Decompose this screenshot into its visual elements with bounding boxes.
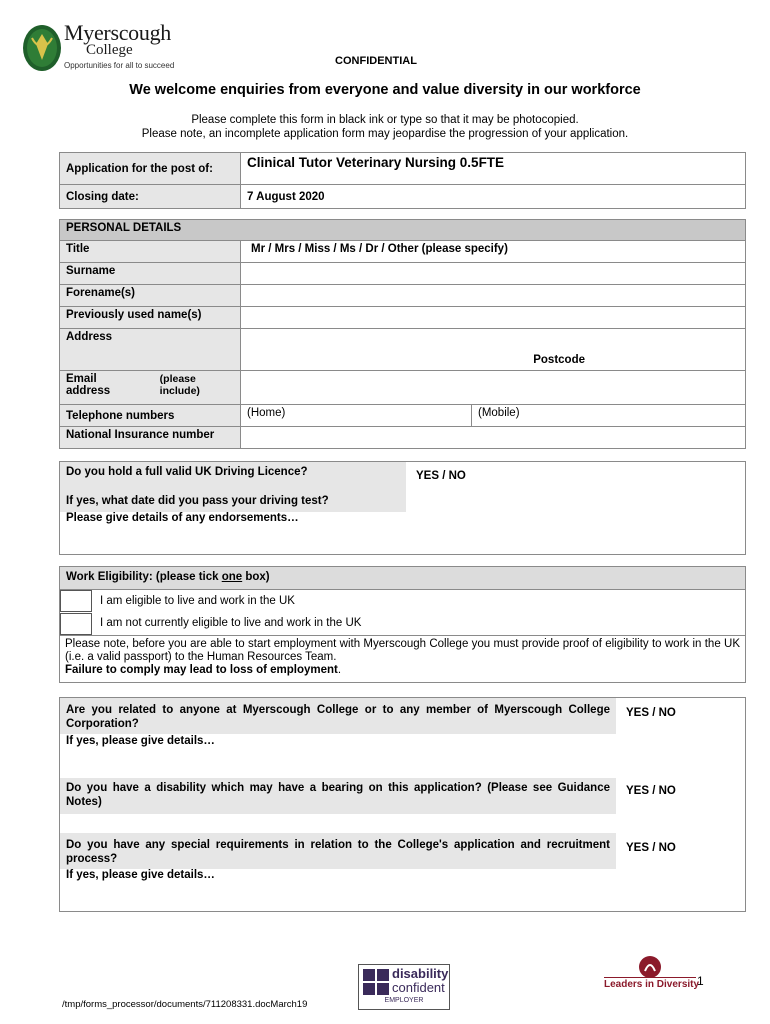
q3-details-label: If yes, please give details… [66,869,215,881]
not-eligible-checkbox[interactable] [60,613,92,635]
mobile-phone-field[interactable] [472,405,746,427]
closing-date-label: Closing date: [60,185,241,209]
surname-label: Surname [60,263,241,285]
disability-line1: disability [392,966,449,981]
title-options[interactable]: Mr / Mrs / Miss / Ms / Dr / Other (please specify) [241,241,746,263]
eligible-option: I am eligible to live and work in the UK [100,595,295,607]
q1-yes-no[interactable]: YES / NO [626,707,676,719]
disability-confident-icon [363,969,389,995]
eligibility-heading-post: box) [242,571,270,583]
work-eligibility-section [59,566,746,683]
leaders-in-diversity-logo [604,955,700,995]
ni-label: National Insurance number [60,427,241,449]
forename-label: Forename(s) [60,285,241,307]
leaders-diversity-icon [638,955,662,979]
post-table [59,152,746,209]
eligibility-warning-end: . [337,664,342,676]
eligibility-divider [60,635,745,636]
forename-field[interactable] [241,285,746,307]
footer-path: /tmp/forms_processor/documents/711208331.docMarch19 [62,999,308,1010]
q2-question: Do you have a disability which may have a bearing on this application? (Please see Guidance Notes) [66,782,610,808]
disability-line2: confident [392,980,445,995]
eligibility-heading-em: one [221,571,243,583]
q3-question: Do you have any special requirements in relation to the College's application and recruitment process? [66,839,610,865]
logo-sub: College [86,42,133,58]
home-label: (Home) [247,407,286,419]
telephone-label: Telephone numbers [60,405,241,427]
eligibility-note [65,638,740,677]
q1-details-label: If yes, please give details… [66,735,215,747]
eligibility-warning: Failure to comply may lead to loss of employment [65,664,338,676]
q1-question: Are you related to anyone at Myerscough College or to any member of Myerscough College Corporation? [66,704,610,730]
address-label: Address [60,329,241,371]
intro-line-1: Please complete this form in black ink or type so that it may be photocopied. [191,114,579,126]
home-phone-field[interactable] [241,405,472,427]
previous-names-label: Previously used name(s) [60,307,241,329]
surname-field[interactable] [241,263,746,285]
eligibility-heading-pre: Work Eligibility: (please tick [66,571,222,583]
mobile-label: (Mobile) [478,407,520,419]
email-field[interactable] [241,371,746,405]
driving-licence-section [59,461,746,555]
intro-text [0,113,770,141]
personal-details-table [59,219,746,449]
disability-confident-logo [358,964,450,1010]
page-headline: We welcome enquiries from everyone and value diversity in our workforce [129,82,641,98]
previous-names-field[interactable] [241,307,746,329]
address-field[interactable] [241,329,746,371]
driving-question: Do you hold a full valid UK Driving Licence? [66,466,308,478]
post-value[interactable]: Clinical Tutor Veterinary Nursing 0.5FTE [241,153,746,185]
closing-date-value[interactable]: 7 August 2020 [241,185,746,209]
logo-name: Myerscough [64,20,171,45]
endorsements-label: Please give details of any endorsements… [66,512,299,524]
q2-yes-no[interactable]: YES / NO [626,785,676,797]
intro-line-2: Please note, an incomplete application form may jeopardise the progression of your application. [141,128,629,140]
eligible-checkbox[interactable] [60,590,92,612]
q3-yes-no[interactable]: YES / NO [626,842,676,854]
leaders-line [604,977,696,978]
disability-line3: EMPLOYER [384,997,424,1004]
ni-field[interactable] [241,427,746,449]
not-eligible-option: I am not currently eligible to live and work in the UK [100,617,362,629]
confidential-label: CONFIDENTIAL [335,55,417,67]
email-label: Email address [66,373,111,397]
email-label-cell [60,371,241,405]
eligibility-heading [66,571,270,583]
email-note: (please include) [159,373,200,397]
eligibility-note-text: Please note, before you are able to start employment with Myerscough College you must provide proof of eligibility to work in the UK (i.e. a valid passport) to the Human Resources Team. [65,638,740,663]
leaders-text: Leaders in Diversity [604,979,700,990]
title-label: Title [60,241,241,263]
driving-date-question: If yes, what date did you pass your driving test? [66,495,329,507]
driving-yes-no[interactable]: YES / NO [416,470,466,482]
post-label: Application for the post of: [60,153,241,185]
page-number: 1 [697,974,704,988]
logo-tagline: Opportunities for all to succeed [64,61,175,70]
questions-section [59,697,746,912]
personal-details-heading: PERSONAL DETAILS [60,220,746,241]
postcode-label: Postcode [533,354,585,366]
